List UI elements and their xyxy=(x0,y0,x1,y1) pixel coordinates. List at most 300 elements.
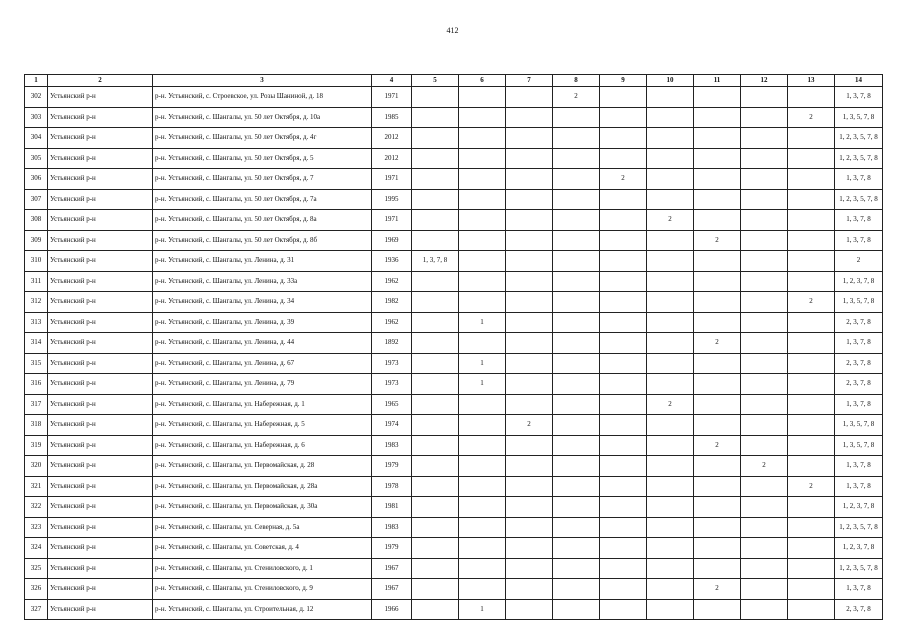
district-cell: Устьянский р-н xyxy=(48,497,153,518)
criteria-cell: 2 xyxy=(835,251,883,272)
column-7-cell xyxy=(506,476,553,497)
row-number-cell: 302 xyxy=(25,87,48,108)
column-12-cell xyxy=(741,148,788,169)
column-13-cell xyxy=(788,169,835,190)
column-12-cell xyxy=(741,415,788,436)
column-9-cell xyxy=(600,107,647,128)
table-row xyxy=(25,292,883,313)
table-row xyxy=(25,456,883,477)
column-8-cell xyxy=(553,107,600,128)
column-7-cell xyxy=(506,312,553,333)
column-11-cell xyxy=(694,189,741,210)
column-9-cell xyxy=(600,251,647,272)
criteria-cell: 1, 3, 7, 8 xyxy=(835,169,883,190)
column-header-12: 12 xyxy=(741,75,788,87)
column-12-cell xyxy=(741,230,788,251)
column-13-cell xyxy=(788,271,835,292)
column-12-cell xyxy=(741,558,788,579)
column-9-cell xyxy=(600,292,647,313)
column-8-cell xyxy=(553,558,600,579)
year-cell: 2012 xyxy=(372,128,412,149)
column-8-cell xyxy=(553,517,600,538)
row-number-cell: 315 xyxy=(25,353,48,374)
district-cell: Устьянский р-н xyxy=(48,251,153,272)
column-6-cell xyxy=(459,87,506,108)
column-12-cell xyxy=(741,87,788,108)
year-cell: 1971 xyxy=(372,87,412,108)
column-9-cell xyxy=(600,148,647,169)
column-8-cell xyxy=(553,312,600,333)
column-13-cell xyxy=(788,374,835,395)
column-11-cell xyxy=(694,456,741,477)
column-header-6: 6 xyxy=(459,75,506,87)
row-number-cell: 308 xyxy=(25,210,48,231)
column-5-cell xyxy=(412,558,459,579)
column-10-cell xyxy=(647,251,694,272)
column-10-cell xyxy=(647,169,694,190)
column-5-cell xyxy=(412,435,459,456)
column-11-cell xyxy=(694,394,741,415)
column-13-cell xyxy=(788,148,835,169)
address-cell: р-н. Устьянский, с. Шангалы, ул. 50 лет Октября, д. 8б xyxy=(153,230,372,251)
column-9-cell xyxy=(600,558,647,579)
column-10-cell xyxy=(647,128,694,149)
year-cell: 1979 xyxy=(372,538,412,559)
column-header-11: 11 xyxy=(694,75,741,87)
column-9-cell xyxy=(600,210,647,231)
table-header-row xyxy=(25,75,883,87)
column-10-cell xyxy=(647,374,694,395)
row-number-cell: 324 xyxy=(25,538,48,559)
column-8-cell xyxy=(553,497,600,518)
column-12-cell xyxy=(741,538,788,559)
column-12-cell xyxy=(741,107,788,128)
column-7-cell xyxy=(506,497,553,518)
row-number-cell: 321 xyxy=(25,476,48,497)
column-10-cell xyxy=(647,292,694,313)
row-number-cell: 316 xyxy=(25,374,48,395)
column-11-cell xyxy=(694,251,741,272)
column-6-cell xyxy=(459,538,506,559)
column-11-cell xyxy=(694,87,741,108)
column-11-cell: 2 xyxy=(694,435,741,456)
table-row xyxy=(25,271,883,292)
criteria-cell: 1, 3, 5, 7, 8 xyxy=(835,107,883,128)
year-cell: 1892 xyxy=(372,333,412,354)
year-cell: 1962 xyxy=(372,312,412,333)
column-13-cell xyxy=(788,312,835,333)
district-cell: Устьянский р-н xyxy=(48,312,153,333)
column-5-cell xyxy=(412,476,459,497)
column-9-cell xyxy=(600,599,647,620)
column-11-cell xyxy=(694,148,741,169)
address-cell: р-н. Устьянский, с. Шангалы, ул. 50 лет Октября, д. 7а xyxy=(153,189,372,210)
column-5-cell: 1, 3, 7, 8 xyxy=(412,251,459,272)
column-6-cell: 1 xyxy=(459,353,506,374)
year-cell: 1979 xyxy=(372,456,412,477)
column-11-cell xyxy=(694,169,741,190)
table-row xyxy=(25,312,883,333)
criteria-cell: 1, 3, 5, 7, 8 xyxy=(835,292,883,313)
column-7-cell xyxy=(506,579,553,600)
year-cell: 2012 xyxy=(372,148,412,169)
row-number-cell: 312 xyxy=(25,292,48,313)
column-8-cell xyxy=(553,456,600,477)
column-5-cell xyxy=(412,517,459,538)
year-cell: 1973 xyxy=(372,374,412,395)
criteria-cell: 2, 3, 7, 8 xyxy=(835,353,883,374)
column-7-cell xyxy=(506,353,553,374)
column-12-cell xyxy=(741,579,788,600)
column-5-cell xyxy=(412,353,459,374)
column-12-cell xyxy=(741,312,788,333)
table-row xyxy=(25,128,883,149)
criteria-cell: 1, 3, 7, 8 xyxy=(835,230,883,251)
column-header-8: 8 xyxy=(553,75,600,87)
column-9-cell xyxy=(600,128,647,149)
column-8-cell xyxy=(553,148,600,169)
column-5-cell xyxy=(412,374,459,395)
district-cell: Устьянский р-н xyxy=(48,415,153,436)
column-9-cell xyxy=(600,415,647,436)
table-row xyxy=(25,333,883,354)
column-10-cell xyxy=(647,87,694,108)
column-10-cell xyxy=(647,579,694,600)
column-12-cell xyxy=(741,394,788,415)
column-12-cell xyxy=(741,251,788,272)
table-row xyxy=(25,148,883,169)
column-6-cell xyxy=(459,435,506,456)
year-cell: 1981 xyxy=(372,497,412,518)
criteria-cell: 1, 3, 5, 7, 8 xyxy=(835,435,883,456)
column-6-cell xyxy=(459,107,506,128)
column-10-cell xyxy=(647,333,694,354)
column-6-cell: 1 xyxy=(459,374,506,395)
address-cell: р-н. Устьянский, с. Шангалы, ул. Ленина, д. 79 xyxy=(153,374,372,395)
column-13-cell: 2 xyxy=(788,476,835,497)
row-number-cell: 319 xyxy=(25,435,48,456)
district-cell: Устьянский р-н xyxy=(48,558,153,579)
column-12-cell xyxy=(741,292,788,313)
district-cell: Устьянский р-н xyxy=(48,189,153,210)
row-number-cell: 310 xyxy=(25,251,48,272)
table-row xyxy=(25,87,883,108)
column-12-cell xyxy=(741,333,788,354)
column-8-cell xyxy=(553,415,600,436)
column-7-cell xyxy=(506,599,553,620)
column-8-cell xyxy=(553,599,600,620)
column-12-cell xyxy=(741,517,788,538)
district-cell: Устьянский р-н xyxy=(48,353,153,374)
column-9-cell xyxy=(600,476,647,497)
column-10-cell xyxy=(647,476,694,497)
column-6-cell xyxy=(459,189,506,210)
column-11-cell xyxy=(694,476,741,497)
column-header-10: 10 xyxy=(647,75,694,87)
column-11-cell: 2 xyxy=(694,579,741,600)
column-8-cell xyxy=(553,271,600,292)
column-6-cell xyxy=(459,558,506,579)
address-cell: р-н. Устьянский, с. Шангалы, ул. Ленина, д. 44 xyxy=(153,333,372,354)
column-8-cell xyxy=(553,169,600,190)
column-6-cell xyxy=(459,517,506,538)
column-5-cell xyxy=(412,497,459,518)
row-number-cell: 317 xyxy=(25,394,48,415)
year-cell: 1966 xyxy=(372,599,412,620)
table-row xyxy=(25,497,883,518)
column-5-cell xyxy=(412,128,459,149)
address-cell: р-н. Устьянский, с. Строевское, ул. Розы Шаниной, д. 18 xyxy=(153,87,372,108)
column-6-cell xyxy=(459,128,506,149)
column-7-cell xyxy=(506,333,553,354)
column-11-cell: 2 xyxy=(694,230,741,251)
column-12-cell xyxy=(741,210,788,231)
column-5-cell xyxy=(412,456,459,477)
column-9-cell: 2 xyxy=(600,169,647,190)
table-row xyxy=(25,558,883,579)
column-6-cell xyxy=(459,394,506,415)
year-cell: 1982 xyxy=(372,292,412,313)
table-row xyxy=(25,230,883,251)
column-6-cell xyxy=(459,210,506,231)
column-13-cell xyxy=(788,210,835,231)
district-cell: Устьянский р-н xyxy=(48,292,153,313)
column-10-cell xyxy=(647,312,694,333)
year-cell: 1983 xyxy=(372,435,412,456)
column-8-cell xyxy=(553,435,600,456)
column-10-cell xyxy=(647,353,694,374)
column-9-cell xyxy=(600,456,647,477)
column-12-cell xyxy=(741,497,788,518)
criteria-cell: 1, 2, 3, 5, 7, 8 xyxy=(835,558,883,579)
column-13-cell xyxy=(788,394,835,415)
column-7-cell xyxy=(506,558,553,579)
column-9-cell xyxy=(600,87,647,108)
row-number-cell: 309 xyxy=(25,230,48,251)
column-11-cell xyxy=(694,312,741,333)
column-13-cell xyxy=(788,128,835,149)
row-number-cell: 303 xyxy=(25,107,48,128)
column-10-cell xyxy=(647,189,694,210)
column-8-cell: 2 xyxy=(553,87,600,108)
column-11-cell: 2 xyxy=(694,333,741,354)
row-number-cell: 318 xyxy=(25,415,48,436)
criteria-cell: 1, 3, 7, 8 xyxy=(835,456,883,477)
criteria-cell: 1, 2, 3, 5, 7, 8 xyxy=(835,148,883,169)
row-number-cell: 326 xyxy=(25,579,48,600)
column-12-cell xyxy=(741,476,788,497)
column-7-cell xyxy=(506,189,553,210)
column-7-cell xyxy=(506,517,553,538)
column-8-cell xyxy=(553,579,600,600)
address-cell: р-н. Устьянский, с. Шангалы, ул. 50 лет Октября, д. 10а xyxy=(153,107,372,128)
column-7-cell xyxy=(506,538,553,559)
row-number-cell: 307 xyxy=(25,189,48,210)
address-cell: р-н. Устьянский, с. Шангалы, ул. 50 лет Октября, д. 5 xyxy=(153,148,372,169)
district-cell: Устьянский р-н xyxy=(48,538,153,559)
column-5-cell xyxy=(412,189,459,210)
column-10-cell xyxy=(647,107,694,128)
column-5-cell xyxy=(412,312,459,333)
column-6-cell: 1 xyxy=(459,312,506,333)
column-5-cell xyxy=(412,415,459,436)
column-6-cell xyxy=(459,456,506,477)
column-12-cell xyxy=(741,435,788,456)
address-cell: р-н. Устьянский, с. Шангалы, ул. Первомайская, д. 28 xyxy=(153,456,372,477)
year-cell: 1995 xyxy=(372,189,412,210)
criteria-cell: 1, 3, 7, 8 xyxy=(835,579,883,600)
column-11-cell xyxy=(694,271,741,292)
column-9-cell xyxy=(600,189,647,210)
column-11-cell xyxy=(694,538,741,559)
column-8-cell xyxy=(553,210,600,231)
column-13-cell xyxy=(788,87,835,108)
criteria-cell: 1, 2, 3, 5, 7, 8 xyxy=(835,128,883,149)
district-cell: Устьянский р-н xyxy=(48,148,153,169)
column-13-cell xyxy=(788,579,835,600)
column-13-cell xyxy=(788,538,835,559)
column-13-cell xyxy=(788,558,835,579)
table-row xyxy=(25,435,883,456)
column-13-cell xyxy=(788,517,835,538)
column-10-cell xyxy=(647,415,694,436)
criteria-cell: 2, 3, 7, 8 xyxy=(835,312,883,333)
page-number: 412 xyxy=(446,26,459,35)
year-cell: 1971 xyxy=(372,169,412,190)
column-11-cell xyxy=(694,353,741,374)
criteria-cell: 1, 3, 7, 8 xyxy=(835,394,883,415)
table-body xyxy=(25,87,883,620)
district-cell: Устьянский р-н xyxy=(48,107,153,128)
column-9-cell xyxy=(600,333,647,354)
criteria-cell: 1, 3, 5, 7, 8 xyxy=(835,415,883,436)
table-row xyxy=(25,251,883,272)
column-11-cell xyxy=(694,517,741,538)
criteria-cell: 1, 2, 3, 5, 7, 8 xyxy=(835,189,883,210)
column-5-cell xyxy=(412,538,459,559)
column-12-cell xyxy=(741,128,788,149)
address-cell: р-н. Устьянский, с. Шангалы, ул. Набережная, д. 1 xyxy=(153,394,372,415)
criteria-cell: 1, 2, 3, 7, 8 xyxy=(835,538,883,559)
column-8-cell xyxy=(553,251,600,272)
column-12-cell xyxy=(741,189,788,210)
address-cell: р-н. Устьянский, с. Шангалы, ул. Северная, д. 5а xyxy=(153,517,372,538)
column-12-cell xyxy=(741,271,788,292)
address-cell: р-н. Устьянский, с. Шангалы, ул. Стениловского, д. 9 xyxy=(153,579,372,600)
column-6-cell xyxy=(459,333,506,354)
column-11-cell xyxy=(694,107,741,128)
district-cell: Устьянский р-н xyxy=(48,599,153,620)
year-cell: 1983 xyxy=(372,517,412,538)
column-8-cell xyxy=(553,374,600,395)
column-6-cell xyxy=(459,415,506,436)
column-5-cell xyxy=(412,87,459,108)
criteria-cell: 1, 3, 7, 8 xyxy=(835,210,883,231)
column-8-cell xyxy=(553,128,600,149)
table-row xyxy=(25,189,883,210)
column-6-cell xyxy=(459,148,506,169)
column-13-cell: 2 xyxy=(788,107,835,128)
column-13-cell: 2 xyxy=(788,292,835,313)
column-10-cell xyxy=(647,538,694,559)
column-9-cell xyxy=(600,271,647,292)
column-11-cell xyxy=(694,497,741,518)
table-row xyxy=(25,169,883,190)
column-6-cell xyxy=(459,230,506,251)
column-7-cell: 2 xyxy=(506,415,553,436)
column-header-7: 7 xyxy=(506,75,553,87)
district-cell: Устьянский р-н xyxy=(48,210,153,231)
address-cell: р-н. Устьянский, с. Шангалы, ул. Ленина, д. 67 xyxy=(153,353,372,374)
column-5-cell xyxy=(412,169,459,190)
column-10-cell: 2 xyxy=(647,394,694,415)
year-cell: 1962 xyxy=(372,271,412,292)
column-9-cell xyxy=(600,230,647,251)
column-8-cell xyxy=(553,538,600,559)
column-7-cell xyxy=(506,169,553,190)
address-cell: р-н. Устьянский, с. Шангалы, ул. Ленина, д. 33а xyxy=(153,271,372,292)
table-row xyxy=(25,374,883,395)
column-13-cell xyxy=(788,333,835,354)
column-7-cell xyxy=(506,128,553,149)
district-cell: Устьянский р-н xyxy=(48,374,153,395)
row-number-cell: 320 xyxy=(25,456,48,477)
column-12-cell xyxy=(741,599,788,620)
column-header-13: 13 xyxy=(788,75,835,87)
column-5-cell xyxy=(412,599,459,620)
column-9-cell xyxy=(600,579,647,600)
column-7-cell xyxy=(506,271,553,292)
table-row xyxy=(25,394,883,415)
column-7-cell xyxy=(506,148,553,169)
row-number-cell: 313 xyxy=(25,312,48,333)
column-8-cell xyxy=(553,353,600,374)
column-7-cell xyxy=(506,292,553,313)
column-10-cell xyxy=(647,148,694,169)
column-10-cell xyxy=(647,435,694,456)
address-cell: р-н. Устьянский, с. Шангалы, ул. Первомайская, д. 30а xyxy=(153,497,372,518)
column-11-cell xyxy=(694,128,741,149)
column-13-cell xyxy=(788,435,835,456)
column-9-cell xyxy=(600,374,647,395)
year-cell: 1973 xyxy=(372,353,412,374)
row-number-cell: 325 xyxy=(25,558,48,579)
column-9-cell xyxy=(600,435,647,456)
column-header-14: 14 xyxy=(835,75,883,87)
column-7-cell xyxy=(506,456,553,477)
column-7-cell xyxy=(506,374,553,395)
district-cell: Устьянский р-н xyxy=(48,435,153,456)
district-cell: Устьянский р-н xyxy=(48,579,153,600)
criteria-cell: 1, 2, 3, 5, 7, 8 xyxy=(835,517,883,538)
criteria-cell: 1, 2, 3, 7, 8 xyxy=(835,271,883,292)
year-cell: 1974 xyxy=(372,415,412,436)
column-6-cell xyxy=(459,292,506,313)
address-cell: р-н. Устьянский, с. Шангалы, ул. Набережная, д. 5 xyxy=(153,415,372,436)
column-11-cell xyxy=(694,210,741,231)
address-cell: р-н. Устьянский, с. Шангалы, ул. Ленина, д. 34 xyxy=(153,292,372,313)
year-cell: 1967 xyxy=(372,558,412,579)
column-5-cell xyxy=(412,333,459,354)
column-6-cell xyxy=(459,251,506,272)
column-6-cell xyxy=(459,579,506,600)
column-13-cell xyxy=(788,251,835,272)
district-cell: Устьянский р-н xyxy=(48,271,153,292)
district-cell: Устьянский р-н xyxy=(48,230,153,251)
column-11-cell xyxy=(694,415,741,436)
year-cell: 1985 xyxy=(372,107,412,128)
column-10-cell xyxy=(647,230,694,251)
